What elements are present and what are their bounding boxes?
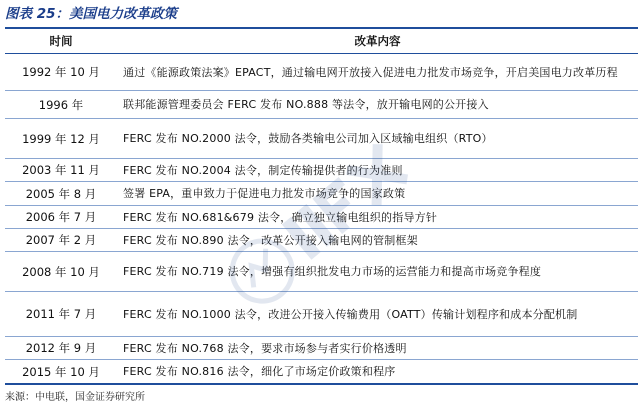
table-row — [5, 91, 638, 119]
table-row — [5, 159, 638, 182]
table-row — [5, 229, 638, 252]
row-content: FERC 发布 NO.768 法令，要求市场参与者实行价格透明 — [123, 341, 407, 355]
row-content: FERC 发布 NO.2000 法令，鼓励各类输电公司加入区域输电组织（RTO） — [123, 132, 493, 145]
table-row — [5, 54, 638, 91]
row-time: 1996 年 — [38, 97, 84, 112]
row-content: FERC 发布 NO.681&679 法令，确立独立输电组织的指导方针 — [123, 210, 438, 224]
row-time: 2012 年 9 月 — [25, 341, 97, 355]
row-time: 2008 年 10 月 — [22, 264, 100, 279]
row-content: FERC 发布 NO.890 法令，改革公开接入输电网的管制框架 — [123, 233, 418, 247]
row-time: 1992 年 10 月 — [22, 65, 100, 79]
header-content: 改革内容 — [354, 34, 401, 48]
row-time: 2007 年 2 月 — [25, 233, 97, 247]
row-time: 2006 年 7 月 — [25, 210, 97, 224]
table-row — [5, 337, 638, 360]
row-time: 1999 年 12 月 — [22, 131, 100, 146]
table-header — [5, 29, 638, 53]
table-row — [5, 292, 638, 337]
table-row — [5, 119, 638, 159]
row-time: 2003 年 11 月 — [22, 163, 100, 177]
figure-title: 图表 25：美国电力改革政策 — [5, 6, 177, 22]
row-content: FERC 发布 NO.816 法令，细化了市场定价政策和程序 — [123, 365, 396, 378]
row-content: FERC 发布 NO.1000 法令，改进公开接入传输费用（OATT）传输计划程序和成本分配机制 — [123, 307, 578, 321]
table-row — [5, 206, 638, 229]
row-content: 通过《能源政策法案》EPACT，通过输电网开放接入促进电力批发市场竞争，开启美国电力改革历程 — [123, 65, 618, 79]
source-note: 来源：中电联，国金证券研究所 — [5, 392, 145, 403]
row-content: FERC 发布 NO.719 法令，增强有组织批发电力市场的运营能力和提高市场竞争程度 — [123, 265, 542, 278]
bottom-rule — [5, 383, 638, 385]
table-row — [5, 252, 638, 292]
header-time: 时间 — [49, 34, 73, 48]
row-time: 2005 年 8 月 — [25, 186, 97, 201]
row-time: 2015 年 10 月 — [22, 364, 100, 379]
row-content: 联邦能源管理委员会 FERC 发布 NO.888 等法令，放开输电网的公开接入 — [123, 98, 489, 111]
row-content: FERC 发布 NO.2004 法令，制定传输提供者的行为准则 — [123, 163, 403, 177]
table-row — [5, 360, 638, 383]
row-time: 2011 年 7 月 — [25, 307, 97, 321]
table-row — [5, 182, 638, 206]
row-content: 签署 EPA，重申致力于促进电力批发市场竞争的国家政策 — [123, 187, 406, 200]
